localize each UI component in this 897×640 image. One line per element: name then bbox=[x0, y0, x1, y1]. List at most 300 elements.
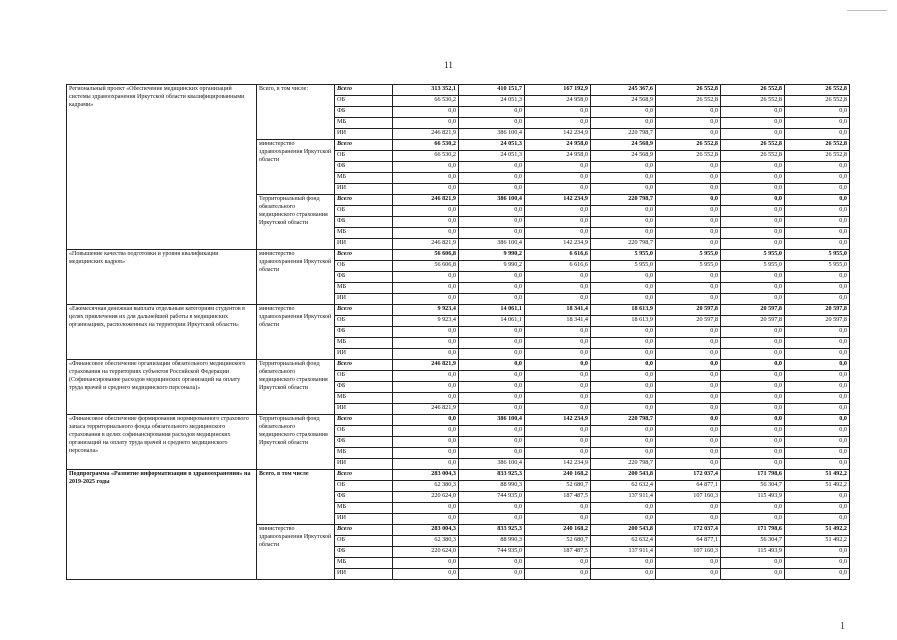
amount-cell: 0,0 bbox=[459, 569, 525, 580]
amount-cell: 0,0 bbox=[525, 162, 591, 173]
funding-source-cell: ОБ bbox=[335, 426, 393, 437]
amount-cell: 142 234,9 bbox=[525, 459, 591, 470]
amount-cell: 0,0 bbox=[591, 382, 656, 393]
amount-cell: 0,0 bbox=[459, 173, 525, 184]
amount-cell: 0,0 bbox=[656, 129, 721, 140]
amount-cell: 0,0 bbox=[459, 338, 525, 349]
amount-cell: 0,0 bbox=[591, 503, 656, 514]
amount-cell: 0,0 bbox=[459, 503, 525, 514]
amount-cell: 0,0 bbox=[393, 382, 459, 393]
amount-cell: 0,0 bbox=[393, 283, 459, 294]
amount-cell: 0,0 bbox=[721, 459, 785, 470]
amount-cell: 0,0 bbox=[525, 393, 591, 404]
amount-cell: 0,0 bbox=[525, 437, 591, 448]
funding-source-cell: МБ bbox=[335, 448, 393, 459]
funding-source-cell: МБ bbox=[335, 393, 393, 404]
amount-cell: 0,0 bbox=[393, 206, 459, 217]
funding-source-cell: ФБ bbox=[335, 437, 393, 448]
amount-cell: 0,0 bbox=[785, 294, 850, 305]
amount-cell: 187 487,5 bbox=[525, 492, 591, 503]
amount-cell: 0,0 bbox=[459, 371, 525, 382]
amount-cell: 283 004,3 bbox=[393, 525, 459, 536]
amount-cell: 0,0 bbox=[525, 107, 591, 118]
amount-cell: 0,0 bbox=[656, 228, 721, 239]
funding-source-cell: МБ bbox=[335, 283, 393, 294]
amount-cell: 0,0 bbox=[721, 503, 785, 514]
amount-cell: 18 341,4 bbox=[525, 316, 591, 327]
amount-cell: 0,0 bbox=[591, 184, 656, 195]
amount-cell: 0,0 bbox=[785, 162, 850, 173]
amount-cell: 56 304,7 bbox=[721, 536, 785, 547]
program-name-cell: «Финансовое обеспечение формирования нормированного страхового запаса территориального фонда обязательного медицинского страхования в целях софинансирования расходов медицинских организаций на оплату труда врачей и среднего медицинского персонала» bbox=[67, 415, 257, 470]
amount-cell: 0,0 bbox=[721, 360, 785, 371]
amount-cell: 0,0 bbox=[785, 437, 850, 448]
amount-cell: 0,0 bbox=[591, 118, 656, 129]
amount-cell: 220 798,7 bbox=[591, 195, 656, 206]
amount-cell: 0,0 bbox=[525, 558, 591, 569]
amount-cell: 410 151,7 bbox=[459, 85, 525, 96]
amount-cell: 0,0 bbox=[459, 393, 525, 404]
amount-cell: 5 955,0 bbox=[591, 261, 656, 272]
amount-cell: 0,0 bbox=[393, 338, 459, 349]
amount-cell: 142 234,9 bbox=[525, 239, 591, 250]
amount-cell: 26 552,8 bbox=[785, 151, 850, 162]
amount-cell: 0,0 bbox=[721, 228, 785, 239]
amount-cell: 51 492,2 bbox=[785, 536, 850, 547]
amount-cell: 26 552,8 bbox=[721, 151, 785, 162]
amount-cell: 0,0 bbox=[459, 217, 525, 228]
amount-cell: 246 821,9 bbox=[393, 195, 459, 206]
funding-source-cell: МБ bbox=[335, 228, 393, 239]
amount-cell: 0,0 bbox=[785, 184, 850, 195]
amount-cell: 0,0 bbox=[459, 184, 525, 195]
responsible-cell: Территориальный фонд обязательного медицинского страхования Иркутской области bbox=[257, 360, 335, 415]
amount-cell: 0,0 bbox=[721, 426, 785, 437]
funding-source-cell: ФБ bbox=[335, 107, 393, 118]
amount-cell: 0,0 bbox=[656, 195, 721, 206]
amount-cell: 62 632,4 bbox=[591, 536, 656, 547]
amount-cell: 220 798,7 bbox=[591, 459, 656, 470]
amount-cell: 0,0 bbox=[656, 294, 721, 305]
amount-cell: 0,0 bbox=[393, 294, 459, 305]
amount-cell: 137 911,4 bbox=[591, 547, 656, 558]
amount-cell: 0,0 bbox=[525, 118, 591, 129]
amount-cell: 0,0 bbox=[656, 404, 721, 415]
amount-cell: 386 100,4 bbox=[459, 195, 525, 206]
funding-source-cell: Всего bbox=[335, 415, 393, 426]
funding-source-cell: ОБ bbox=[335, 536, 393, 547]
responsible-cell: Территориальный фонд обязательного медицинского страхования Иркутской области bbox=[257, 415, 335, 470]
amount-cell: 0,0 bbox=[721, 107, 785, 118]
amount-cell: 0,0 bbox=[525, 228, 591, 239]
amount-cell: 0,0 bbox=[525, 503, 591, 514]
amount-cell: 9 990,2 bbox=[459, 261, 525, 272]
amount-cell: 0,0 bbox=[721, 415, 785, 426]
amount-cell: 18 613,9 bbox=[591, 305, 656, 316]
amount-cell: 0,0 bbox=[656, 503, 721, 514]
amount-cell: 0,0 bbox=[525, 206, 591, 217]
funding-source-cell: ФБ bbox=[335, 327, 393, 338]
amount-cell: 0,0 bbox=[785, 360, 850, 371]
amount-cell: 172 037,4 bbox=[656, 525, 721, 536]
amount-cell: 0,0 bbox=[525, 360, 591, 371]
amount-cell: 0,0 bbox=[785, 404, 850, 415]
amount-cell: 9 990,2 bbox=[459, 250, 525, 261]
amount-cell: 6 616,6 bbox=[525, 250, 591, 261]
amount-cell: 107 160,3 bbox=[656, 492, 721, 503]
funding-source-cell: МБ bbox=[335, 173, 393, 184]
amount-cell: 88 990,3 bbox=[459, 536, 525, 547]
amount-cell: 0,0 bbox=[656, 184, 721, 195]
amount-cell: 0,0 bbox=[785, 371, 850, 382]
amount-cell: 0,0 bbox=[591, 294, 656, 305]
amount-cell: 0,0 bbox=[525, 217, 591, 228]
amount-cell: 0,0 bbox=[721, 195, 785, 206]
amount-cell: 220 624,0 bbox=[393, 547, 459, 558]
amount-cell: 0,0 bbox=[525, 349, 591, 360]
funding-source-cell: Всего bbox=[335, 195, 393, 206]
amount-cell: 0,0 bbox=[721, 217, 785, 228]
amount-cell: 386 100,4 bbox=[459, 129, 525, 140]
amount-cell: 0,0 bbox=[656, 382, 721, 393]
amount-cell: 0,0 bbox=[785, 426, 850, 437]
amount-cell: 200 543,8 bbox=[591, 525, 656, 536]
amount-cell: 0,0 bbox=[785, 217, 850, 228]
amount-cell: 0,0 bbox=[785, 349, 850, 360]
funding-source-cell: МБ bbox=[335, 118, 393, 129]
amount-cell: 187 487,5 bbox=[525, 547, 591, 558]
amount-cell: 0,0 bbox=[393, 514, 459, 525]
responsible-cell: министерство здравоохранения Иркутской области bbox=[257, 305, 335, 360]
amount-cell: 0,0 bbox=[393, 415, 459, 426]
responsible-cell: министерство здравоохранения Иркутской области bbox=[257, 525, 335, 580]
funding-source-cell: ОБ bbox=[335, 96, 393, 107]
amount-cell: 283 004,3 bbox=[393, 470, 459, 481]
amount-cell: 24 958,0 bbox=[525, 140, 591, 151]
amount-cell: 9 923,4 bbox=[393, 316, 459, 327]
amount-cell: 833 925,3 bbox=[459, 470, 525, 481]
amount-cell: 20 597,8 bbox=[785, 316, 850, 327]
amount-cell: 0,0 bbox=[393, 426, 459, 437]
amount-cell: 51 492,2 bbox=[785, 525, 850, 536]
amount-cell: 64 877,1 bbox=[656, 481, 721, 492]
amount-cell: 0,0 bbox=[656, 514, 721, 525]
amount-cell: 172 037,4 bbox=[656, 470, 721, 481]
amount-cell: 0,0 bbox=[393, 503, 459, 514]
amount-cell: 0,0 bbox=[721, 448, 785, 459]
amount-cell: 0,0 bbox=[393, 173, 459, 184]
amount-cell: 0,0 bbox=[525, 327, 591, 338]
amount-cell: 24 051,3 bbox=[459, 140, 525, 151]
amount-cell: 5 955,0 bbox=[721, 261, 785, 272]
funding-source-cell: ИИ bbox=[335, 569, 393, 580]
funding-source-cell: ИИ bbox=[335, 184, 393, 195]
amount-cell: 0,0 bbox=[591, 272, 656, 283]
amount-cell: 0,0 bbox=[785, 393, 850, 404]
amount-cell: 0,0 bbox=[785, 272, 850, 283]
amount-cell: 0,0 bbox=[785, 118, 850, 129]
amount-cell: 142 234,9 bbox=[525, 415, 591, 426]
amount-cell: 246 821,9 bbox=[393, 404, 459, 415]
amount-cell: 0,0 bbox=[785, 239, 850, 250]
amount-cell: 0,0 bbox=[656, 448, 721, 459]
amount-cell: 64 877,1 bbox=[656, 536, 721, 547]
amount-cell: 5 955,0 bbox=[721, 250, 785, 261]
amount-cell: 171 798,6 bbox=[721, 470, 785, 481]
amount-cell: 0,0 bbox=[721, 558, 785, 569]
amount-cell: 0,0 bbox=[721, 294, 785, 305]
amount-cell: 56 304,7 bbox=[721, 481, 785, 492]
amount-cell: 386 100,4 bbox=[459, 239, 525, 250]
amount-cell: 62 380,3 bbox=[393, 536, 459, 547]
amount-cell: 0,0 bbox=[393, 327, 459, 338]
amount-cell: 0,0 bbox=[525, 382, 591, 393]
table-row bbox=[67, 415, 850, 426]
amount-cell: 240 168,2 bbox=[525, 525, 591, 536]
funding-source-cell: ИИ bbox=[335, 514, 393, 525]
amount-cell: 26 552,8 bbox=[656, 151, 721, 162]
amount-cell: 0,0 bbox=[721, 382, 785, 393]
amount-cell: 0,0 bbox=[656, 118, 721, 129]
amount-cell: 0,0 bbox=[785, 173, 850, 184]
amount-cell: 0,0 bbox=[656, 272, 721, 283]
amount-cell: 26 552,8 bbox=[785, 96, 850, 107]
amount-cell: 0,0 bbox=[785, 107, 850, 118]
amount-cell: 0,0 bbox=[525, 272, 591, 283]
table-row bbox=[67, 360, 850, 371]
amount-cell: 0,0 bbox=[393, 558, 459, 569]
amount-cell: 0,0 bbox=[393, 184, 459, 195]
amount-cell: 0,0 bbox=[785, 382, 850, 393]
amount-cell: 0,0 bbox=[785, 514, 850, 525]
amount-cell: 0,0 bbox=[721, 569, 785, 580]
amount-cell: 26 552,8 bbox=[656, 140, 721, 151]
amount-cell: 0,0 bbox=[459, 437, 525, 448]
amount-cell: 0,0 bbox=[591, 228, 656, 239]
amount-cell: 0,0 bbox=[656, 283, 721, 294]
amount-cell: 0,0 bbox=[525, 448, 591, 459]
amount-cell: 142 234,9 bbox=[525, 129, 591, 140]
funding-source-cell: ФБ bbox=[335, 217, 393, 228]
program-name-cell: «Повышение качества подготовки и уровня квалификации медицинских кадров» bbox=[67, 250, 257, 305]
funding-source-cell: ИИ bbox=[335, 294, 393, 305]
amount-cell: 246 821,9 bbox=[393, 129, 459, 140]
funding-source-cell: Всего bbox=[335, 470, 393, 481]
amount-cell: 5 955,0 bbox=[785, 250, 850, 261]
amount-cell: 0,0 bbox=[656, 459, 721, 470]
amount-cell: 0,0 bbox=[459, 272, 525, 283]
amount-cell: 0,0 bbox=[459, 206, 525, 217]
corner-mark: 1 bbox=[840, 621, 845, 632]
amount-cell: 0,0 bbox=[459, 107, 525, 118]
amount-cell: 9 923,4 bbox=[393, 305, 459, 316]
amount-cell: 0,0 bbox=[393, 162, 459, 173]
funding-source-cell: ОБ bbox=[335, 371, 393, 382]
budget-table bbox=[66, 84, 850, 580]
amount-cell: 5 955,0 bbox=[656, 250, 721, 261]
amount-cell: 0,0 bbox=[591, 349, 656, 360]
amount-cell: 0,0 bbox=[393, 272, 459, 283]
funding-source-cell: Всего bbox=[335, 250, 393, 261]
amount-cell: 0,0 bbox=[785, 338, 850, 349]
amount-cell: 26 552,8 bbox=[656, 96, 721, 107]
amount-cell: 0,0 bbox=[785, 569, 850, 580]
amount-cell: 0,0 bbox=[656, 162, 721, 173]
responsible-cell: Всего, в том числе: bbox=[257, 85, 335, 140]
amount-cell: 24 958,0 bbox=[525, 96, 591, 107]
amount-cell: 56 606,8 bbox=[393, 261, 459, 272]
amount-cell: 51 492,2 bbox=[785, 470, 850, 481]
amount-cell: 0,0 bbox=[656, 360, 721, 371]
amount-cell: 0,0 bbox=[591, 558, 656, 569]
funding-source-cell: МБ bbox=[335, 558, 393, 569]
amount-cell: 62 632,4 bbox=[591, 481, 656, 492]
amount-cell: 0,0 bbox=[656, 327, 721, 338]
amount-cell: 0,0 bbox=[591, 283, 656, 294]
amount-cell: 220 798,7 bbox=[591, 129, 656, 140]
amount-cell: 24 051,3 bbox=[459, 151, 525, 162]
amount-cell: 0,0 bbox=[591, 338, 656, 349]
amount-cell: 0,0 bbox=[525, 294, 591, 305]
funding-source-cell: ОБ bbox=[335, 151, 393, 162]
amount-cell: 0,0 bbox=[591, 448, 656, 459]
amount-cell: 0,0 bbox=[459, 349, 525, 360]
amount-cell: 0,0 bbox=[721, 404, 785, 415]
amount-cell: 5 955,0 bbox=[656, 261, 721, 272]
amount-cell: 220 798,7 bbox=[591, 415, 656, 426]
amount-cell: 0,0 bbox=[656, 239, 721, 250]
amount-cell: 220 624,0 bbox=[393, 492, 459, 503]
amount-cell: 24 568,9 bbox=[591, 140, 656, 151]
amount-cell: 0,0 bbox=[721, 327, 785, 338]
funding-source-cell: ОБ bbox=[335, 261, 393, 272]
funding-source-cell: ИИ bbox=[335, 129, 393, 140]
program-name-cell: Подпрограмма «Развитие информатизации в здравоохранении» на 2019-2025 годы bbox=[67, 470, 257, 580]
table-row bbox=[67, 85, 850, 96]
amount-cell: 0,0 bbox=[721, 437, 785, 448]
amount-cell: 26 552,8 bbox=[721, 85, 785, 96]
amount-cell: 0,0 bbox=[525, 184, 591, 195]
amount-cell: 0,0 bbox=[591, 206, 656, 217]
amount-cell: 0,0 bbox=[393, 349, 459, 360]
amount-cell: 0,0 bbox=[459, 283, 525, 294]
amount-cell: 0,0 bbox=[525, 338, 591, 349]
amount-cell: 107 160,3 bbox=[656, 547, 721, 558]
amount-cell: 66 530,2 bbox=[393, 140, 459, 151]
amount-cell: 0,0 bbox=[525, 371, 591, 382]
amount-cell: 0,0 bbox=[785, 492, 850, 503]
amount-cell: 0,0 bbox=[785, 283, 850, 294]
amount-cell: 0,0 bbox=[785, 206, 850, 217]
amount-cell: 20 597,8 bbox=[721, 305, 785, 316]
amount-cell: 0,0 bbox=[459, 118, 525, 129]
amount-cell: 0,0 bbox=[591, 217, 656, 228]
program-name-cell: «Ежемесячная денежная выплата отдельным категориям студентов в целях привлечения их для дальнейшей работы в медицинских организациях, расположенных на территории Иркутской области» bbox=[67, 305, 257, 360]
amount-cell: 167 192,9 bbox=[525, 85, 591, 96]
amount-cell: 0,0 bbox=[459, 558, 525, 569]
amount-cell: 0,0 bbox=[785, 448, 850, 459]
amount-cell: 0,0 bbox=[785, 503, 850, 514]
amount-cell: 0,0 bbox=[525, 404, 591, 415]
amount-cell: 0,0 bbox=[656, 173, 721, 184]
amount-cell: 26 552,8 bbox=[721, 140, 785, 151]
amount-cell: 115 493,9 bbox=[721, 547, 785, 558]
amount-cell: 24 958,0 bbox=[525, 151, 591, 162]
funding-source-cell: Всего bbox=[335, 525, 393, 536]
amount-cell: 66 530,2 bbox=[393, 151, 459, 162]
amount-cell: 0,0 bbox=[721, 514, 785, 525]
amount-cell: 26 552,8 bbox=[721, 96, 785, 107]
table-row bbox=[67, 305, 850, 316]
amount-cell: 0,0 bbox=[656, 437, 721, 448]
funding-source-cell: МБ bbox=[335, 503, 393, 514]
funding-source-cell: ИИ bbox=[335, 349, 393, 360]
amount-cell: 0,0 bbox=[591, 426, 656, 437]
amount-cell: 0,0 bbox=[591, 107, 656, 118]
funding-source-cell: ИИ bbox=[335, 459, 393, 470]
amount-cell: 0,0 bbox=[393, 217, 459, 228]
amount-cell: 0,0 bbox=[393, 371, 459, 382]
amount-cell: 26 552,8 bbox=[785, 140, 850, 151]
amount-cell: 0,0 bbox=[785, 415, 850, 426]
amount-cell: 0,0 bbox=[591, 173, 656, 184]
amount-cell: 0,0 bbox=[393, 107, 459, 118]
amount-cell: 24 568,9 bbox=[591, 151, 656, 162]
amount-cell: 0,0 bbox=[656, 558, 721, 569]
amount-cell: 0,0 bbox=[459, 382, 525, 393]
funding-source-cell: ОБ bbox=[335, 481, 393, 492]
amount-cell: 66 530,2 bbox=[393, 96, 459, 107]
amount-cell: 0,0 bbox=[459, 514, 525, 525]
amount-cell: 744 935,0 bbox=[459, 547, 525, 558]
amount-cell: 5 955,0 bbox=[591, 250, 656, 261]
amount-cell: 20 597,8 bbox=[785, 305, 850, 316]
amount-cell: 0,0 bbox=[721, 129, 785, 140]
amount-cell: 52 680,7 bbox=[525, 536, 591, 547]
amount-cell: 0,0 bbox=[525, 514, 591, 525]
funding-source-cell: Всего bbox=[335, 85, 393, 96]
amount-cell: 200 543,8 bbox=[591, 470, 656, 481]
amount-cell: 0,0 bbox=[721, 349, 785, 360]
amount-cell: 0,0 bbox=[721, 393, 785, 404]
amount-cell: 20 597,8 bbox=[656, 305, 721, 316]
amount-cell: 0,0 bbox=[459, 162, 525, 173]
amount-cell: 20 597,8 bbox=[721, 316, 785, 327]
amount-cell: 0,0 bbox=[591, 371, 656, 382]
amount-cell: 0,0 bbox=[721, 162, 785, 173]
funding-source-cell: ФБ bbox=[335, 162, 393, 173]
amount-cell: 0,0 bbox=[721, 184, 785, 195]
program-name-cell: Региональный проект «Обеспечение медицинских организаций системы здравоохранения Иркутской области квалифицированными кадрами» bbox=[67, 85, 257, 250]
funding-source-cell: ИИ bbox=[335, 239, 393, 250]
amount-cell: 0,0 bbox=[721, 283, 785, 294]
amount-cell: 0,0 bbox=[393, 118, 459, 129]
amount-cell: 0,0 bbox=[721, 173, 785, 184]
amount-cell: 246 821,9 bbox=[393, 360, 459, 371]
amount-cell: 0,0 bbox=[721, 371, 785, 382]
amount-cell: 0,0 bbox=[656, 393, 721, 404]
amount-cell: 0,0 bbox=[785, 327, 850, 338]
amount-cell: 0,0 bbox=[525, 426, 591, 437]
responsible-cell: министерство здравоохранения Иркутской области bbox=[257, 140, 335, 195]
amount-cell: 88 990,3 bbox=[459, 481, 525, 492]
table-row bbox=[67, 470, 850, 481]
amount-cell: 0,0 bbox=[393, 448, 459, 459]
amount-cell: 0,0 bbox=[785, 228, 850, 239]
amount-cell: 0,0 bbox=[525, 569, 591, 580]
amount-cell: 0,0 bbox=[721, 118, 785, 129]
amount-cell: 5 955,0 bbox=[785, 261, 850, 272]
